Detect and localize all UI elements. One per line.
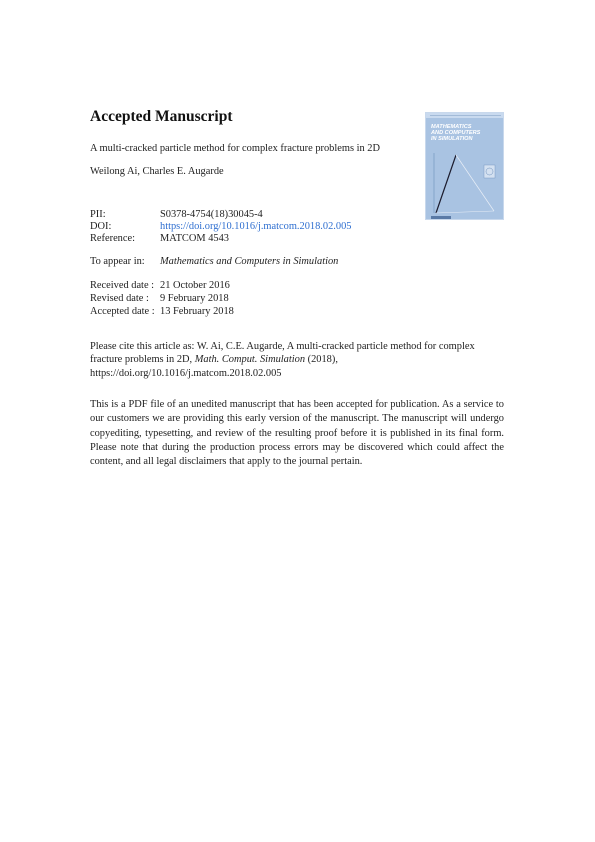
cover-seal [484,165,495,178]
citation-line-2-suffix: (2018), [305,354,338,366]
appear-label: To appear in: [90,256,145,267]
cover-publisher-mark [431,216,451,219]
doi-label: DOI: [90,221,112,232]
pii-label: PII: [90,209,106,220]
accepted-manuscript-heading: Accepted Manuscript [90,108,233,125]
cover-title-line-3: IN SIMULATION [431,136,473,143]
disclaimer-paragraph: This is a PDF file of an unedited manuscript that has been accepted for publication. As a service to our customers we are providing this early version of the manuscript. The manuscript will undergo copyediting, typesetting, and review of the resulting proof before it is published in its final form. Please note that during the production process errors may be discovered which could affect the content, and all legal disclaimers that apply to the journal pertain. [90,399,504,468]
journal-cover-image [425,112,504,220]
article-authors: Weilong Ai, Charles E. Augarde [90,166,224,177]
accepted-date-value: 13 February 2018 [160,306,234,317]
cover-title [431,124,501,143]
citation-journal-abbrev: Math. Comput. Simulation [194,354,306,366]
cover-title-line-1: MATHEMATICS [431,124,472,130]
cover-title-line-2: AND COMPUTERS [431,130,481,137]
article-title: A multi-cracked particle method for complex fracture problems in 2D [90,143,380,154]
doi-link[interactable]: https://doi.org/10.1016/j.matcom.2018.02.005 [160,221,352,232]
citation-line-1: Please cite this article as: W. Ai, C.E. Augarde, A multi-cracked particle method for complex [90,341,475,352]
received-date-value: 21 October 2016 [160,280,230,291]
pii-value: S0378-4754(18)30045-4 [160,209,263,220]
revised-date-value: 9 February 2018 [160,293,229,304]
citation-doi: https://doi.org/10.1016/j.matcom.2018.02.005 [90,367,282,379]
reference-value: MATCOM 4543 [160,233,229,244]
citation-block [90,340,510,380]
citation-line-2-prefix: fracture problems in 2D, [90,354,195,366]
revised-date-label: Revised date : [90,293,149,304]
citation-line-2 [90,353,510,366]
journal-name: Mathematics and Computers in Simulation [160,256,339,267]
reference-label: Reference: [90,233,135,244]
received-date-label: Received date : [90,280,155,291]
accepted-date-label: Accepted date : [90,306,155,317]
